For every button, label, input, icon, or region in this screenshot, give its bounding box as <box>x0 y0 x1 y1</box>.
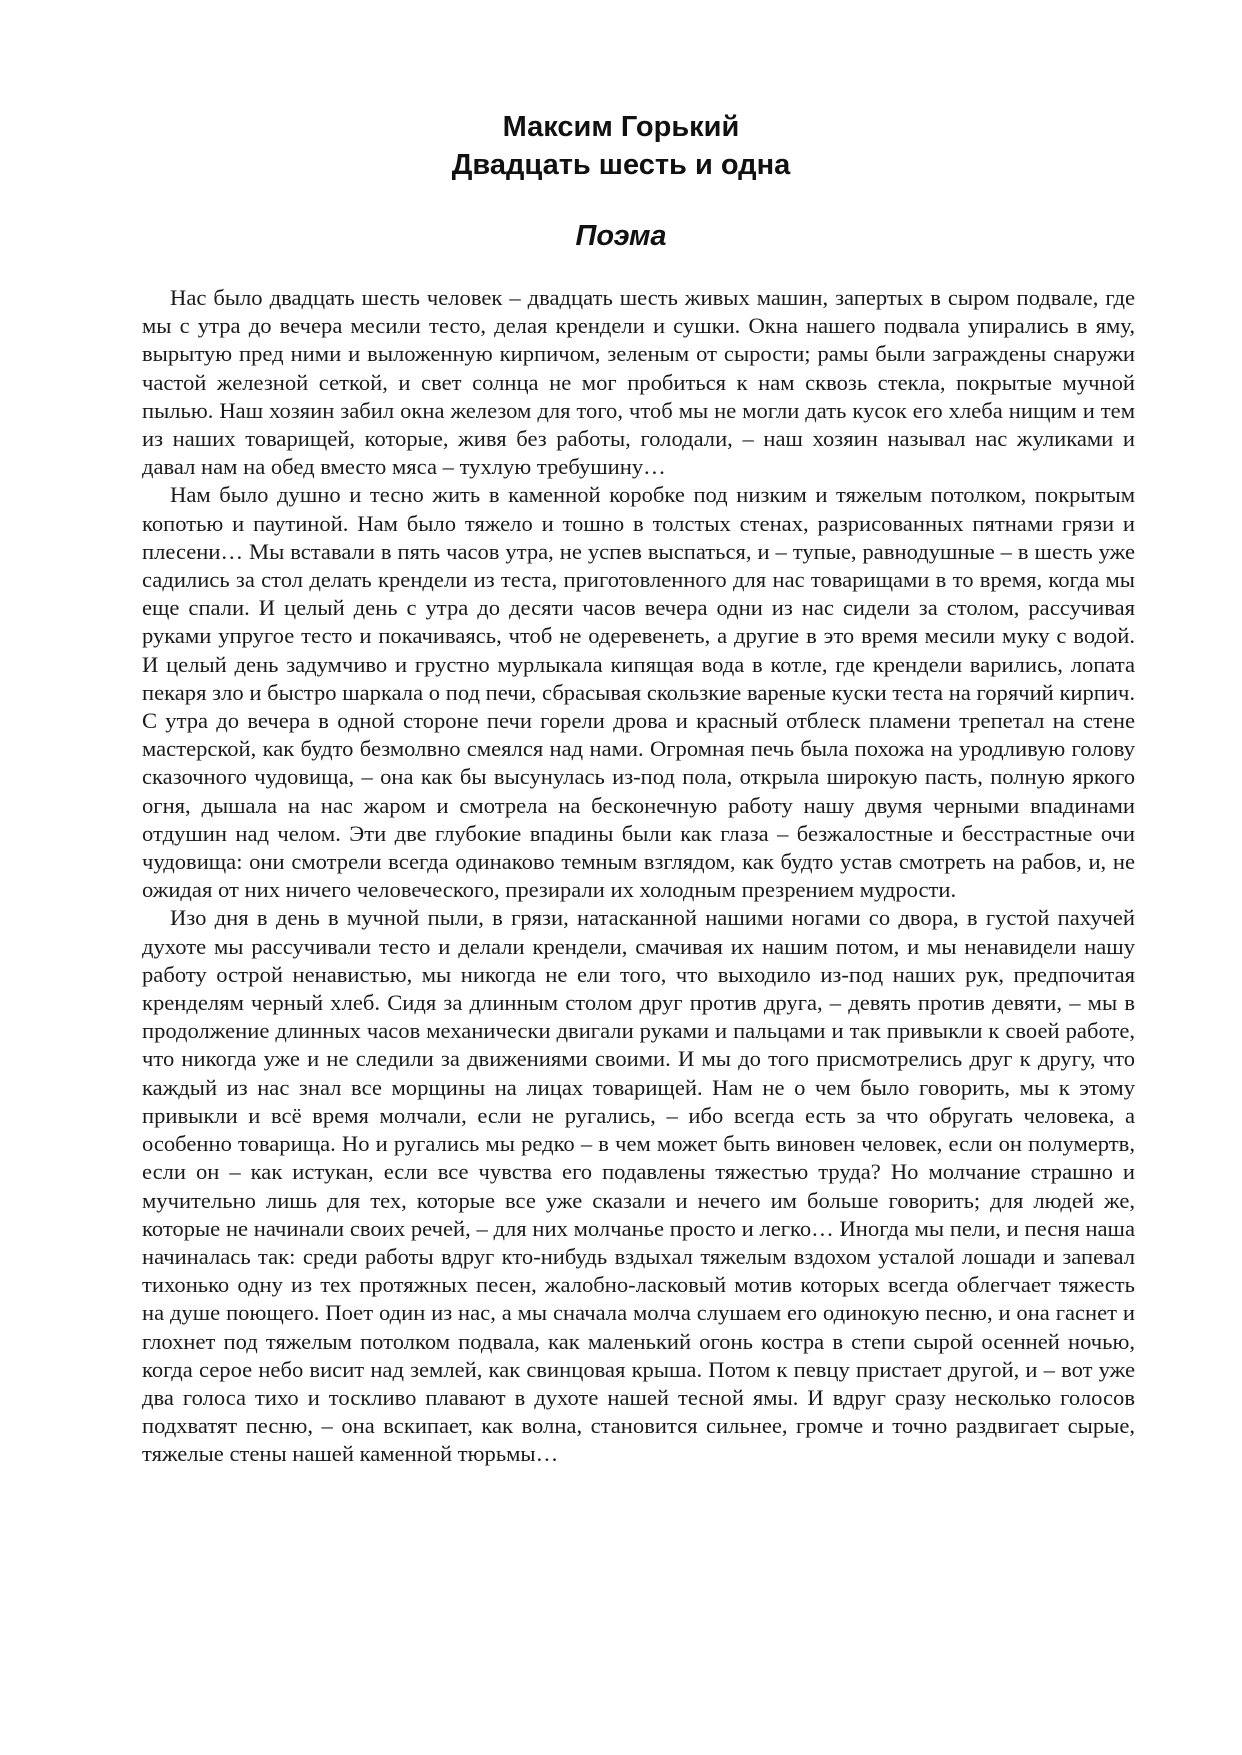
work-title: Двадцать шесть и одна <box>451 149 791 181</box>
paragraph: Нам было душно и тесно жить в каменной коробке под низким и тяжелым потолком, покрытым копотью и паутиной. Нам было тяжело и тошно в толстых стенах, разрисованных пятнами грязи и плесени… Мы вставали в пять часов утра, не успев выспаться, и – тупые, равнодушные – в шесть уже садились за стол делать крендели из теста, приготовленного для нас товарищами в то время, когда мы еще спали. И целый день с утра до десяти часов вечера одни из нас сидели за столом, рассучивая руками упругое тесто и покачиваясь, чтоб не одеревенеть, а другие в это время месили муку с водой. И целый день задумчиво и грустно мурлыкала кипящая вода в котле, где крендели варились, лопата пекаря зло и быстро шаркала о под печи, сбрасывая скользкие вареные куски теста на горячий кирпич. С утра до вечера в одной стороне печи горели дрова и красный отблеск пламени трепетал на стене мастерской, как будто безмолвно смеялся над нами. Огромная печь была похожа на уродливую голову сказочного чудовища, – она как бы высунулась из-под пола, открыла широкую пасть, полную яркого огня, дышала на нас жаром и смотрела на бесконечную работу нашу двумя черными впадинами отдушин над челом. Эти две глубокие впадины были как глаза – безжалостные и бесстрастные очи чудовища: они смотрели всегда одинаково темным взглядом, как будто устав смотреть на рабов, и, не ожидая от них ничего человеческого, презирали их холодным презрением мудрости. <box>142 482 1135 903</box>
paragraph: Изо дня в день в мучной пыли, в грязи, натасканной нашими ногами со двора, в густой пахучей духоте мы рассучивали тесто и делали крендели, смачивая их нашим потом, и мы ненавидели нашу работу острой ненавистью, мы никогда не ели того, что выходило из-под наших рук, предпочитая кренделям черный хлеб. Сидя за длинным столом друг против друга, – девять против девяти, – мы в продолжение длинных часов механически двигали руками и пальцами и так привыкли к своей работе, что никогда уже и не следили за движениями своими. И мы до того присмотрелись друг к другу, что каждый из нас знал все морщины на лицах товарищей. Нам не о чем было говорить, мы к этому привыкли и всё время молчали, если не ругались, – ибо всегда есть за что обругать человека, а особенно товарища. Но и ругались мы редко – в чем может быть виновен человек, если он полумертв, если он – как истукан, если все чувства его подавлены тяжестью труда? Но молчание страшно и мучительно лишь для тех, которые все уже сказали и нечего им больше говорить; для людей же, которые не начинали своих речей, – для них молчанье просто и легко… Иногда мы пели, и песня наша начиналась так: среди работы вдруг кто-нибудь вздыхал тяжелым вздохом усталой лошади и запевал тихонько одну из тех протяжных песен, жалобно-ласковый мотив которых всегда облегчает тяжесть на душе поющего. Поет один из нас, а мы сначала молча слушаем его одинокую песню, и она гаснет и глохнет под тяжелым потолком подвала, как маленький огонь костра в степи сырой осенней ночью, когда серое небо висит над землей, как свинцовая крыша. Потом к певцу пристает другой, и – вот уже два голоса тихо и тоскливо плавают в духоте нашей тесной ямы. И вдруг сразу несколько голосов подхватят песню, – она вскипает, как волна, становится сильнее, громче и точно раздвигает сырые, тяжелые стены нашей каменной тюрьмы… <box>142 905 1135 1467</box>
body-text <box>142 284 1135 1469</box>
document-header <box>0 108 1242 184</box>
paragraph: Нас было двадцать шесть человек – двадцать шесть живых машин, запертых в сыром подвале, где мы с утра до вечера месили тесто, делая крендели и сушки. Окна нашего подвала упирались в яму, вырытую пред ними и выложенную кирпичом, зеленым от сырости; рамы были заграждены снаружи частой железной сеткой, и свет солнца не мог пробиться к нам сквозь стекла, покрытые мучной пылью. Наш хозяин забил окна железом для того, чтоб мы не могли дать кусок его хлеба нищим и тем из наших товарищей, которые, живя без работы, голодали, – наш хозяин называл нас жуликами и давал нам на обед вместо мяса – тухлую требушину… <box>142 285 1135 480</box>
author-name: Максим Горький <box>502 111 740 143</box>
genre-subtitle: Поэма <box>575 220 667 252</box>
